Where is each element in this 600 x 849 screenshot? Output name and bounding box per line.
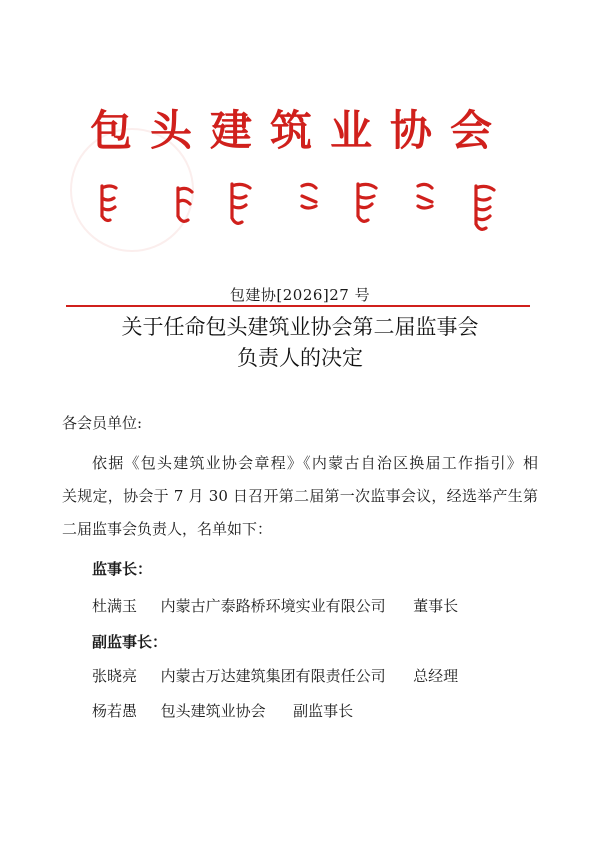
section-title-chief-supervisor: 监事长： bbox=[92, 560, 153, 578]
section-title-deputy-supervisor: 副监事长： bbox=[92, 633, 168, 651]
person-name: 杜满玉 bbox=[92, 597, 138, 615]
person-role: 总经理 bbox=[413, 667, 459, 685]
paragraph-line-3: 二届监事会负责人，名单如下： bbox=[62, 520, 273, 538]
red-divider-line bbox=[66, 305, 530, 307]
person-name: 张晓亮 bbox=[92, 667, 138, 685]
person-organization: 包头建筑业协会 bbox=[160, 702, 266, 720]
person-row-1 bbox=[92, 595, 458, 616]
title-line-1: 关于任命包头建筑业协会第二届监事会 bbox=[121, 315, 479, 339]
mongolian-script-org-name bbox=[96, 176, 516, 236]
person-role: 副监事长 bbox=[293, 702, 354, 720]
person-role: 董事长 bbox=[413, 597, 459, 615]
paragraph-line-2: 关规定，协会于 7 月 30 日召开第二届第一次监事会议，经选举产生第 bbox=[62, 487, 538, 505]
person-row-2 bbox=[92, 665, 458, 686]
person-organization: 内蒙古广泰路桥环境实业有限公司 bbox=[160, 597, 386, 615]
document-title bbox=[0, 312, 600, 374]
document-number: 包建协[2026]27 号 bbox=[229, 286, 371, 304]
paragraph-line-1: 依据《包头建筑业协会章程》《内蒙古自治区换届工作指引》相 bbox=[92, 454, 538, 472]
salutation: 各会员单位: bbox=[62, 414, 143, 432]
person-row-3 bbox=[92, 700, 353, 721]
person-organization: 内蒙古万达建筑集团有限责任公司 bbox=[160, 667, 386, 685]
organization-name-header: 包头建筑业协会 bbox=[89, 106, 510, 155]
title-line-2: 负责人的决定 bbox=[237, 346, 363, 370]
person-name: 杨若愚 bbox=[92, 702, 138, 720]
